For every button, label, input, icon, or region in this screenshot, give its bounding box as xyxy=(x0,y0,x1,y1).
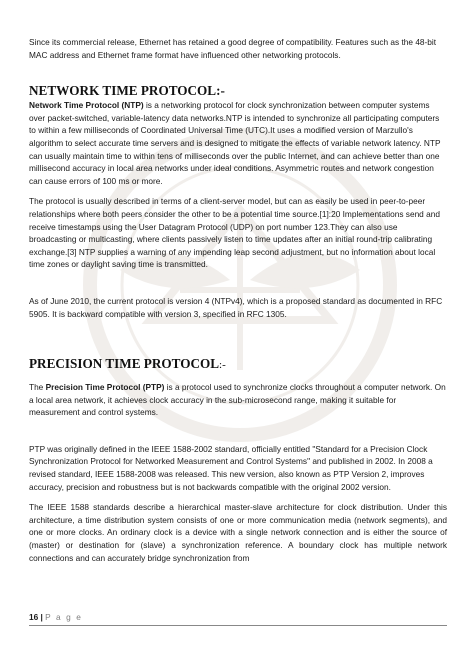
ptp-paragraph-3: The IEEE 1588 standards describe a hierarchical master-slave architecture for clock distribution. Under this architecture, a time distribution system consists of one or more communication media (network segments), and one or more clocks. An ordinary clock is a device with a single network connection and is either the source of (master) or destination for (slave) a synchronization reference. A boundary clock has multiple network connections and can accurately bridge synchronization from xyxy=(29,502,447,563)
ntp-heading: NETWORK TIME PROTOCOL:- xyxy=(29,83,225,99)
ptp-heading-text: PRECISION TIME PROTOCOL xyxy=(29,356,220,372)
page-label: P a g e xyxy=(45,612,83,622)
ptp-paragraph-2: PTP was originally defined in the IEEE 1588-2002 standard, officially entitled "Standard for a Precision Clock Synchronization Protocol for Networked Measurement and Control Systems" and published in 2002. In 2008 a revised standard, IEEE 1588-2008 was released. This new version, also known as PTP Version 2, improves accuracy, precision and robustness but is not backwards compatible with the original 2002 version. xyxy=(29,443,433,492)
intro-paragraph: Since its commercial release, Ethernet has retained a good degree of compatibility. Features such as the 48-bit MAC address and Ethernet frame format have influenced other networking protocols. xyxy=(29,37,437,60)
ptp-paragraph-1 xyxy=(29,381,447,419)
ntp-term: Network Time Protocol (NTP) xyxy=(29,100,144,111)
page-footer xyxy=(29,612,447,626)
page-number: 16 xyxy=(29,612,39,622)
ptp-heading-suffix: :- xyxy=(219,359,226,372)
ptp-paragraph-1-text: is a protocol used to synchronize clocks throughout a computer network. On a local area network, it achieves clock accuracy in the sub-microsecond range, making it suitable for measurement and control systems. xyxy=(29,382,446,418)
ntp-paragraph-2: The protocol is usually described in terms of a client-server model, but can as easily be used in peer-to-peer relationships where both peers consider the other to be a potential time source.[1]:20 Implementations send and receive timestamps using the User Datagram Protocol (UDP) on port number 123.They can also use broadcasting or multicasting, where clients passively listen to time updates after an initial round-trip calibrating exchange.[3] NTP supplies a warning of any impending leap second adjustment, but no information about local time zones or daylight saving time is transmitted. xyxy=(29,196,440,270)
ptp-paragraph-1-prefix: The xyxy=(29,382,46,393)
footer-separator: | xyxy=(38,612,46,622)
ptp-heading xyxy=(29,356,447,373)
ntp-paragraph-1-text: is a networking protocol for clock synchronization between computer systems over packet-switched, variable-latency data networks.NTP is intended to synchronize all participating computers to within a few milliseconds of Coordinated Universal Time (UTC).It uses a modified version of Marzullo's algorithm to select accurate time servers and is designed to mitigate the effects of variable network latency. NTP can usually maintain time to within tens of milliseconds over the public Internet, and can achieve better than one millisecond accuracy in local area networks under ideal conditions. Asymmetric routes and network congestion can cause errors of 100 ms or more. xyxy=(29,100,441,186)
ntp-paragraph-3: As of June 2010, the current protocol is version 4 (NTPv4), which is a proposed standard as documented in RFC 5905. It is backward compatible with version 3, specified in RFC 1305. xyxy=(29,295,443,319)
ntp-paragraph-1 xyxy=(29,99,447,187)
document-page xyxy=(29,36,447,564)
ptp-term: Precision Time Protocol (PTP) xyxy=(45,382,165,393)
